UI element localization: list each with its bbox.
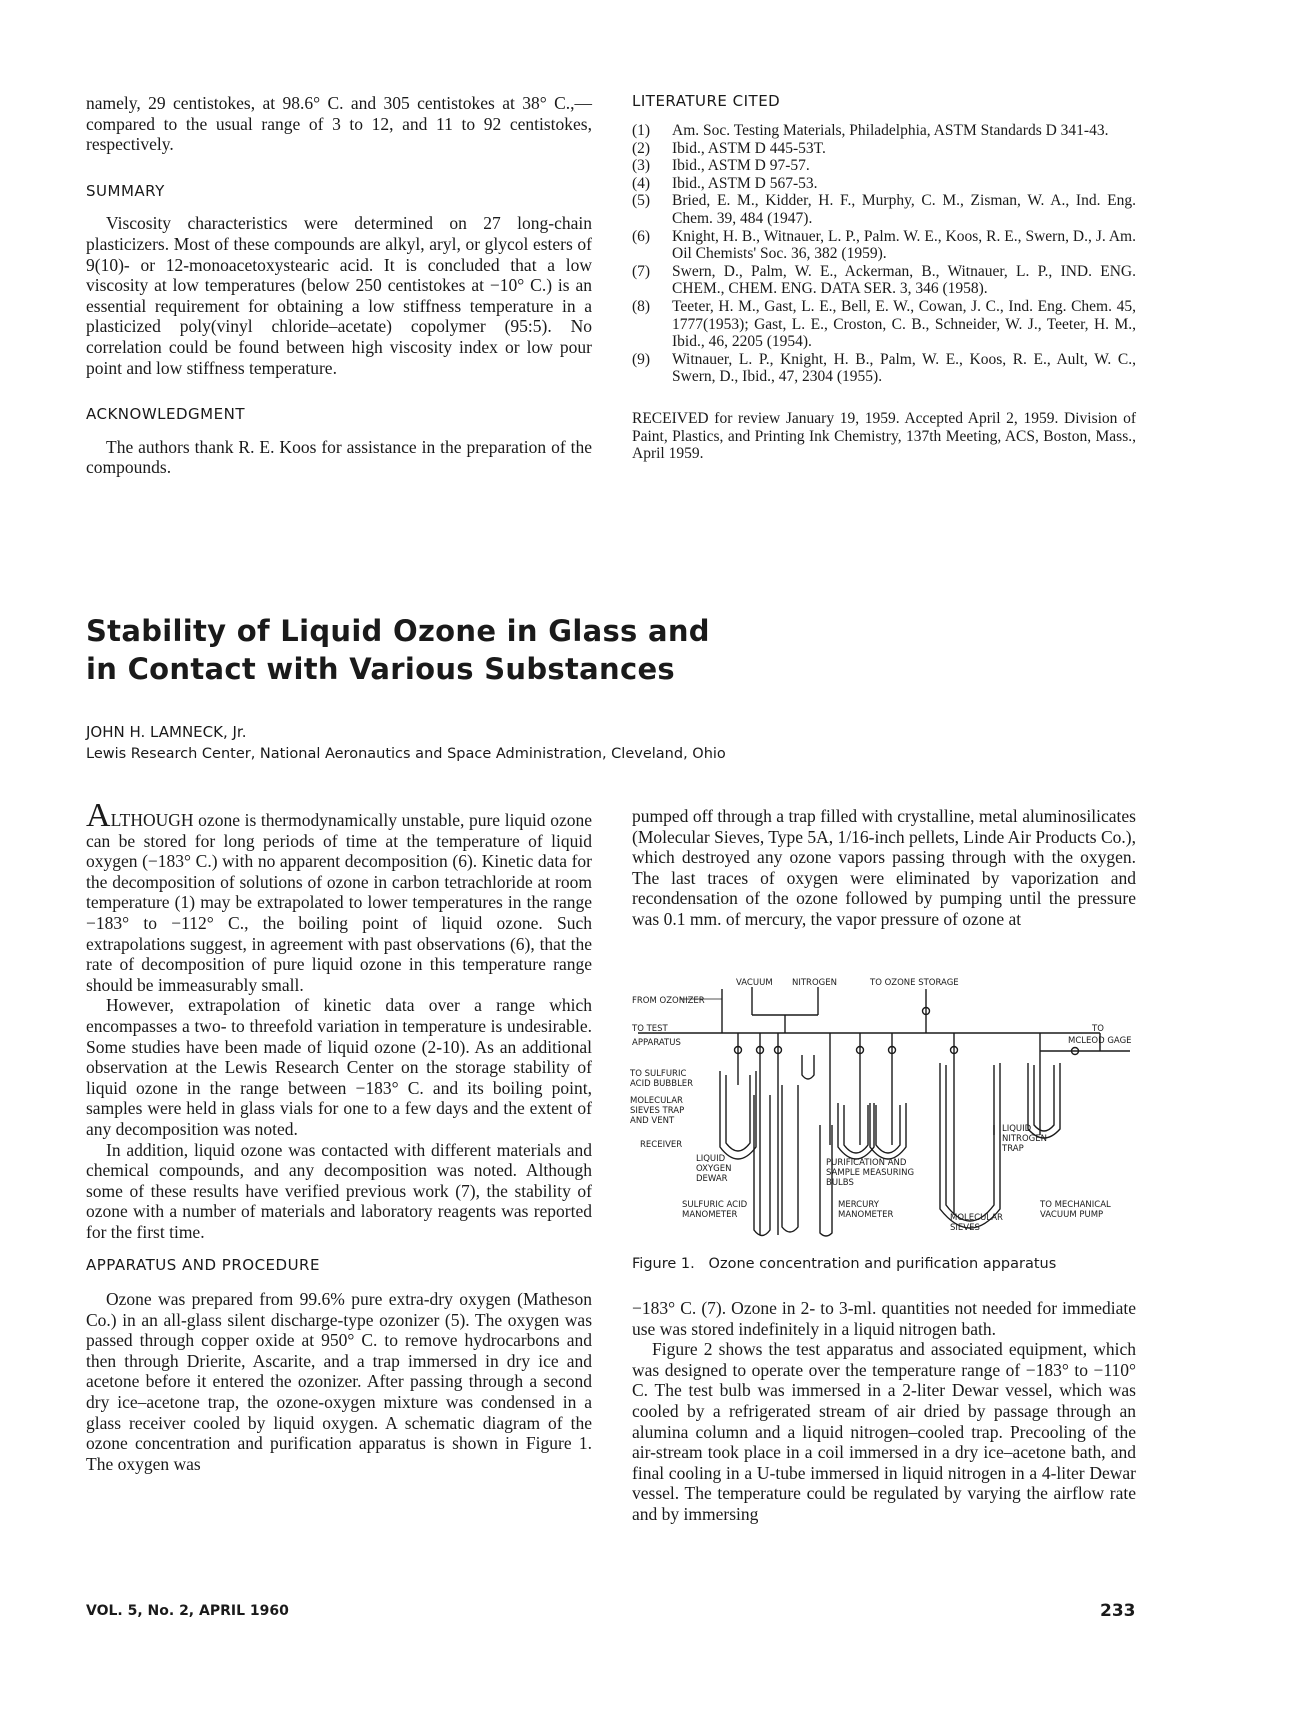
reference-list [632, 122, 1136, 386]
reference-item: (6) Knight, H. B., Witnauer, L. P., Palm. W. E., Koos, R. E., Swern, D., J. Am. Oil Chemists' Soc. 36, 382 (1959). [632, 227, 1136, 263]
label-sulfuric-bubbler-2: ACID BUBBLER [630, 1079, 694, 1089]
figure-caption: Figure 1. Ozone concentration and purification apparatus [632, 1256, 1057, 1272]
label-ln2-trap-2: NITROGEN [1002, 1134, 1047, 1144]
reference-item: (4) Ibid., ASTM D 567-53. [632, 174, 818, 192]
article-title-line-2: in Contact with Various Substances [86, 652, 675, 686]
footer-volume: VOL. 5, No. 2, APRIL 1960 [86, 1603, 289, 1619]
paragraph: Ozone was prepared from 99.6% pure extra-dry oxygen (Matheson Co.) in an all-glass silent discharge-type ozonizer (5). The oxygen was passed through copper oxide at 950° C. to remove hydrocarbons and then through Drierite, Ascarite, and a trap immersed in dry ice and acetone before it entered the ozonizer. After passing through a second dry ice–acetone trap, the ozone-oxygen mixture was condensed in a glass receiver cooled by liquid oxygen. A schematic diagram of the ozone concentration and purification apparatus is shown in Figure 1. The oxygen was [86, 1289, 592, 1474]
paragraph: −183° C. (7). Ozone in 2- to 3-ml. quantities not needed for immediate use was stored indefinitely in a liquid nitrogen bath. [632, 1298, 1136, 1339]
label-vacuum: VACUUM [736, 978, 773, 988]
reference-item: (7) Swern, D., Palm, W. E., Ackerman, B., Witnauer, L. P., IND. ENG. CHEM., CHEM. ENG. DATA SER. 3, 346 (1958). [632, 262, 1136, 298]
label-sulfuric-manometer-1: SULFURIC ACID [682, 1200, 748, 1210]
apparatus-heading: APPARATUS AND PROCEDURE [86, 1256, 320, 1275]
paragraph: Figure 2 shows the test apparatus and associated equipment, which was designed to operate over the temperature range of −183° to −110° C. The test bulb was immersed in a 2-liter Dewar vessel, which was cooled by a refrigerated stream of air dried by passage through an alumina column and a liquid nitrogen–cooled trap. Precooling of the air-stream took place in a coil immersed in a dry ice–acetone bath, and final cooling in a U-tube immersed in liquid nitrogen in a 4-liter Dewar vessel. The temperature could be regulated by varying the airflow rate and by immersing [632, 1339, 1136, 1524]
label-mol-trap-1: MOLECULAR [630, 1096, 683, 1106]
label-mol-sieves-1: MOLECULAR [950, 1213, 1003, 1223]
label-purification-2: SAMPLE MEASURING [826, 1168, 915, 1178]
label-apparatus: APPARATUS [632, 1038, 681, 1048]
label-sulfuric-manometer-2: MANOMETER [682, 1210, 738, 1220]
label-to: TO [1092, 1024, 1104, 1034]
article-right-column-bottom [632, 1298, 1136, 1525]
diagram-labels [630, 975, 1140, 1245]
acknowledgment-heading: ACKNOWLEDGMENT [86, 405, 245, 424]
page-number: 233 [1100, 1601, 1136, 1621]
label-receiver: RECEIVER [640, 1140, 683, 1150]
article-title [86, 612, 986, 688]
reference-item: (2) Ibid., ASTM D 445-53T. [632, 139, 826, 157]
reference-item: (8) Teeter, H. M., Gast, L. E., Bell, E. W., Cowan, J. C., Ind. Eng. Chem. 45, 1777(1953); Gast, L. E., Croston, C. B., Schneider, W. J., Teeter, H. M., Ibid., 46, 2205 (1954). [632, 297, 1136, 351]
literature-heading: LITERATURE CITED [632, 92, 781, 110]
label-mcleod-gage: MCLEOD GAGE [1068, 1036, 1132, 1046]
label-sulfuric-bubbler-1: TO SULFURIC [630, 1069, 687, 1079]
drop-cap: A [86, 797, 111, 834]
intro-paragraph: ALTHOUGH ozone is thermodynamically unstable, pure liquid ozone can be stored for long periods of time at the temperature of liquid oxygen (−183° C.) with no apparent decomposition (6). Kinetic data for the decomposition of solutions of ozone in carbon tetrachloride at room temperature (1) may be extrapolated to lower temperatures in the range −183° to −112° C., the boiling point of liquid ozone. Such extrapolations suggest, in agreement with past observations (6), that the rate of decomposition of pure liquid ozone in this temperature range should be immeasurably small. [86, 797, 592, 995]
top-left-column [86, 93, 592, 478]
label-lox-dewar-2: OXYGEN [696, 1164, 732, 1174]
reference-item: (5) Bried, E. M., Kidder, H. F., Murphy, C. M., Zisman, W. A., Ind. Eng. Chem. 39, 484 (1947). [632, 192, 1136, 227]
label-mol-trap-2: SIEVES TRAP [630, 1106, 685, 1116]
literature-cited [632, 92, 1136, 463]
label-to-test: TO TEST [632, 1024, 668, 1034]
label-ln2-trap-3: TRAP [1002, 1144, 1024, 1154]
label-lox-dewar-1: LIQUID [696, 1154, 726, 1164]
label-ln2-trap-1: LIQUID [1002, 1124, 1032, 1134]
label-to-ozone-storage: TO OZONE STORAGE [870, 978, 959, 988]
label-nitrogen: NITROGEN [792, 978, 837, 988]
label-mercury-manometer-1: MERCURY [838, 1200, 879, 1210]
paragraph: However, extrapolation of kinetic data over a range which encompasses a two- to threefold variation in temperature is undesirable. Some studies have been made of liquid ozone (2-10). As an additional observation at the Lewis Research Center on the storage stability of liquid ozone in the range between −183° C. and its boiling point, samples were held in glass vials for one to a few days and the extent of any decomposition was noted. [86, 995, 592, 1139]
article-left-column [86, 797, 592, 1474]
continuation-text: namely, 29 centistokes, at 98.6° C. and 305 centistokes at 38° C.,—compared to the usual range of 3 to 12, and 11 to 92 centistokes, respectively. [86, 93, 592, 155]
reference-item: (1) Am. Soc. Testing Materials, Philadelphia, ASTM Standards D 341-43. [632, 122, 1109, 139]
author-affiliation: Lewis Research Center, National Aeronautics and Space Administration, Cleveland, Ohio [86, 746, 726, 762]
author-name: JOHN H. LAMNECK, Jr. [86, 723, 247, 741]
label-from-ozonizer: FROM OZONIZER [632, 996, 705, 1006]
label-purification-3: BULBS [826, 1178, 854, 1188]
acknowledgment-text: The authors thank R. E. Koos for assistance in the preparation of the compounds. [86, 436, 592, 478]
paragraph: pumped off through a trap filled with crystalline, metal aluminosilicates (Molecular Sieves, Type 5A, 1/16-inch pellets, Linde Air Products Co.), which destroyed any ozone vapors passing through with the oxygen. The last traces of oxygen were eliminated by vaporization and recondensation of the ozone followed by pumping until the pressure was 0.1 mm. of mercury, the vapor pressure of ozone at [632, 806, 1136, 929]
summary-heading: SUMMARY [86, 181, 165, 200]
reference-item: (9) Witnauer, L. P., Knight, H. B., Palm, W. E., Koos, R. E., Ault, W. C., Swern, D., Ibid., 47, 2304 (1955). [632, 350, 1136, 386]
reference-item: (3) Ibid., ASTM D 97-57. [632, 157, 810, 175]
received-note: RECEIVED for review January 19, 1959. Accepted April 2, 1959. Division of Paint, Plastics, and Printing Ink Chemistry, 137th Meeting, ACS, Boston, Mass., April 1959. [632, 409, 1136, 463]
summary-text: Viscosity characteristics were determined on 27 long-chain plasticizers. Most of these compounds are alkyl, aryl, or glycol esters of 9(10)- or 12-monoacetoxystearic acid. It is concluded that a low viscosity at low temperatures (below 250 centistokes at −10° C.) is an essential requirement for obtaining a low stiffness temperature in a plasticized poly(vinyl chloride–acetate) copolymer (95:5). No correlation could be found between high viscosity index or low pour point and low stiffness temperature. [86, 213, 592, 378]
label-mol-sieves-2: SIEVES [950, 1223, 980, 1233]
label-purification-1: PURIFICATION AND [826, 1158, 907, 1168]
label-vacuum-pump-2: VACUUM PUMP [1040, 1210, 1104, 1220]
label-lox-dewar-3: DEWAR [696, 1174, 728, 1184]
figure-1 [630, 975, 1140, 1255]
label-mercury-manometer-2: MANOMETER [838, 1210, 894, 1220]
label-mol-trap-3: AND VENT [630, 1116, 675, 1126]
article-title-line-1: Stability of Liquid Ozone in Glass and [86, 614, 710, 648]
label-vacuum-pump-1: TO MECHANICAL [1040, 1200, 1111, 1210]
paragraph: In addition, liquid ozone was contacted with different materials and chemical compounds, and any decomposition was noted. Although some of these results have verified previous work (7), the stability of ozone with a number of materials and laboratory reagents was reported for the first time. [86, 1139, 592, 1242]
article-right-column-top [632, 806, 1136, 930]
